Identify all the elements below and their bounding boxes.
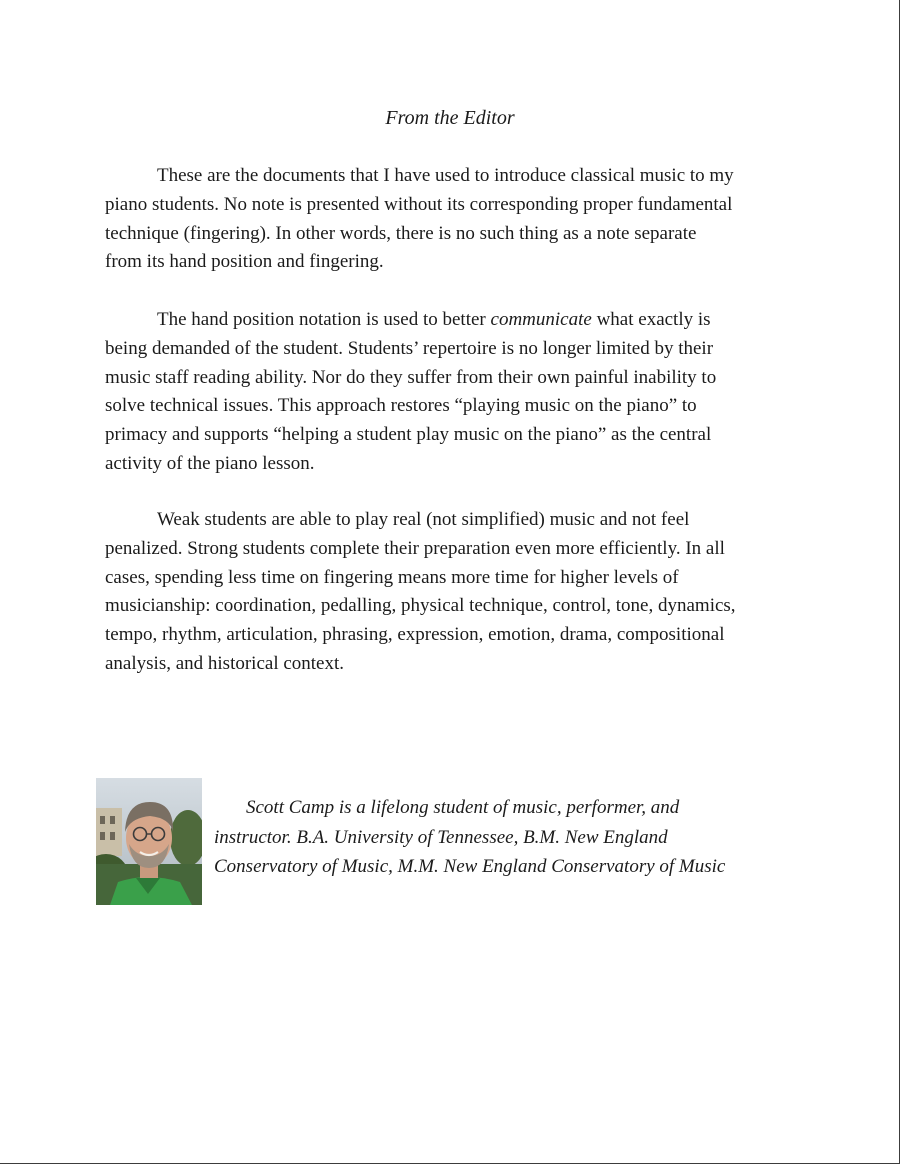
paragraph-notation bbox=[105, 306, 805, 479]
paragraph-line: tempo, rhythm, articulation, phrasing, expression, emotion, drama, compositional bbox=[105, 624, 725, 646]
paragraph-line: penalized. Strong students complete their preparation even more efficiently. In all bbox=[105, 537, 725, 559]
paragraph-intro bbox=[105, 162, 805, 277]
paragraph-line: solve technical issues. This approach restores “playing music on the piano” to bbox=[105, 395, 697, 417]
bio-line: Scott Camp is a lifelong student of music, performer, and bbox=[246, 797, 680, 818]
paragraph-line: primacy and supports “helping a student play music on the piano” as the central bbox=[105, 424, 712, 446]
paragraph-line: These are the documents that I have used to introduce classical music to my bbox=[157, 165, 734, 186]
author-portrait-icon bbox=[96, 778, 202, 905]
paragraph-line: analysis, and historical context. bbox=[105, 652, 345, 674]
paragraph-text: what exactly is bbox=[591, 309, 711, 330]
emphasis-text: communicate bbox=[490, 309, 592, 330]
paragraph-line: Weak students are able to play real (not simplified) music and not feel bbox=[157, 509, 690, 530]
paragraph-line: from its hand position and fingering. bbox=[105, 251, 384, 273]
paragraph-line: technique (fingering). In other words, there is no such thing as a note separate bbox=[105, 222, 697, 244]
author-bio bbox=[214, 793, 814, 882]
bio-line: instructor. B.A. University of Tennessee, B.M. New England bbox=[214, 826, 668, 848]
bio-line: Conservatory of Music, M.M. New England Conservatory of Music bbox=[214, 856, 726, 877]
author-photo bbox=[96, 778, 202, 905]
paragraph-students bbox=[105, 506, 805, 679]
paragraph-line: music staff reading ability. Nor do they suffer from their own painful inability to bbox=[105, 366, 717, 388]
paragraph-text: The hand position notation is used to better bbox=[157, 309, 491, 330]
paragraph-line: being demanded of the student. Students’ repertoire is no longer limited by their bbox=[105, 337, 714, 359]
paragraph-line: cases, spending less time on fingering means more time for higher levels of bbox=[105, 566, 679, 588]
page-title: From the Editor bbox=[385, 107, 515, 129]
paragraph-line: piano students. No note is presented without its corresponding proper fundamental bbox=[105, 193, 733, 215]
paragraph-line: activity of the piano lesson. bbox=[105, 452, 315, 474]
paragraph-line: musicianship: coordination, pedalling, physical technique, control, tone, dynamics, bbox=[105, 595, 736, 617]
